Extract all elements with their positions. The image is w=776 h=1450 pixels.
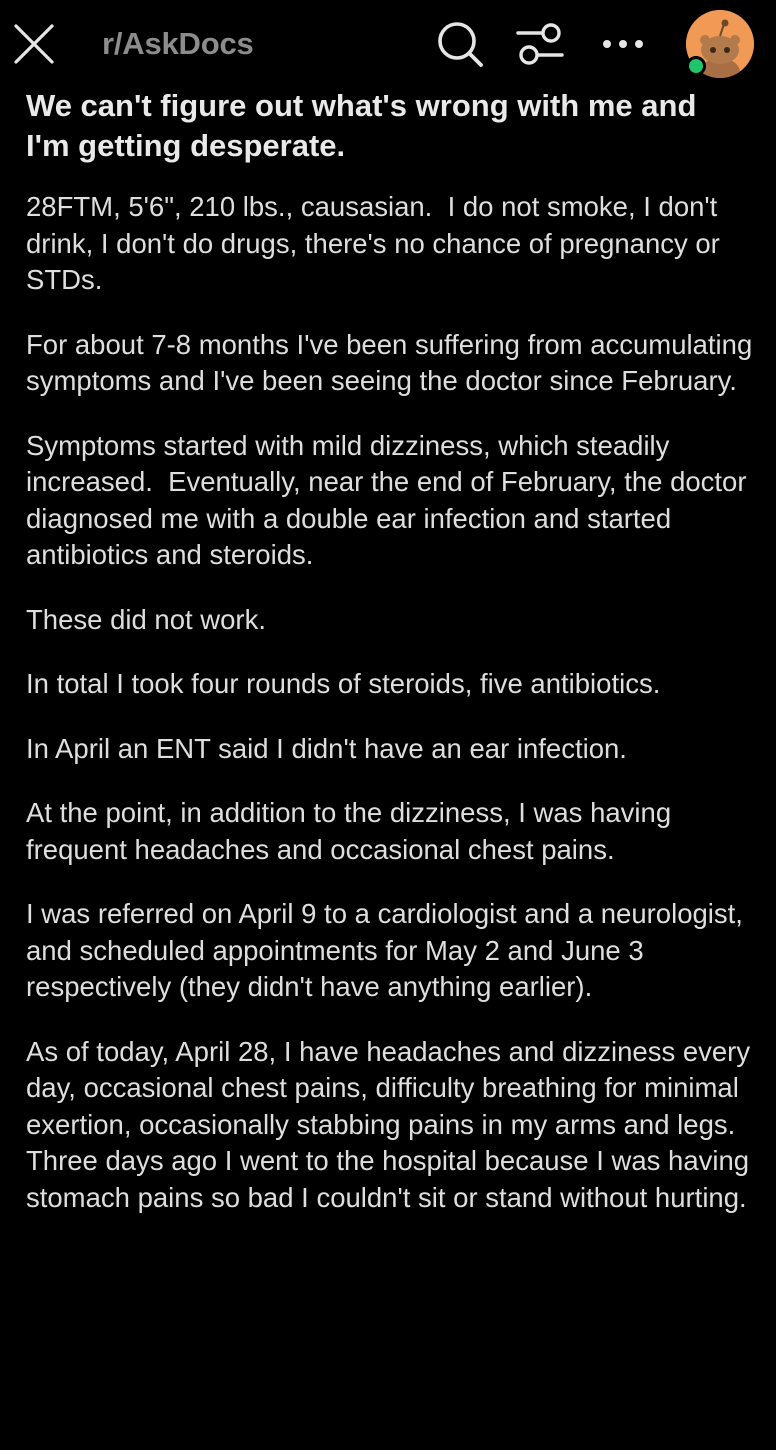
search-icon [435,19,485,69]
post-paragraph: In total I took four rounds of steroids, five antibiotics. [26,668,661,699]
sort-sliders-icon [514,18,566,70]
post-paragraph: As of today, April 28, I have headaches and dizziness every day, occasional chest pains, difficulty breathing for minimal exertion, occasionally stabbing pains in my arms and legs. Three days ago I went to the hospital because I was having stomach pains so bad I couldn't sit or stand without hurting. [26,1035,758,1213]
subreddit-name[interactable]: r/AskDocs [102,26,254,61]
post-paragraph: I was referred on April 9 to a cardiologist and a neurologist, and scheduled appointments for May 2 and June 3 respectively (they didn't have anything earlier). [26,898,751,1002]
top-bar [0,0,776,86]
post-title: We can't figure out what's wrong with me and I'm getting desperate. [26,88,697,163]
close-icon [12,22,56,66]
more-options-button[interactable] [597,18,649,70]
sort-filter-button[interactable] [514,18,566,70]
post-paragraph: Symptoms started with mild dizziness, which steadily increased. Eventually, near the end of February, the doctor diagnosed me with a double ear infection and started antibiotics and steroids. [26,429,755,570]
search-button[interactable] [434,18,486,70]
close-button[interactable] [10,20,58,68]
online-status-indicator [686,56,706,76]
post-paragraph: For about 7-8 months I've been suffering from accumulating symptoms and I've been seeing the doctor since February. [26,328,760,396]
post-paragraph: These did not work. [26,603,266,635]
post-paragraph: At the point, in addition to the dizziness, I was having frequent headaches and occasional chest pains. [26,797,679,865]
more-horizontal-icon [597,18,649,70]
post-paragraph: In April an ENT said I didn't have an ear infection. [26,732,627,764]
post-paragraph: 28FTM, 5'6", 210 lbs., causasian. I do not smoke, I don't drink, I don't do drugs, there's no chance of pregnancy or STDs. [26,191,728,295]
post-body [26,189,760,1244]
